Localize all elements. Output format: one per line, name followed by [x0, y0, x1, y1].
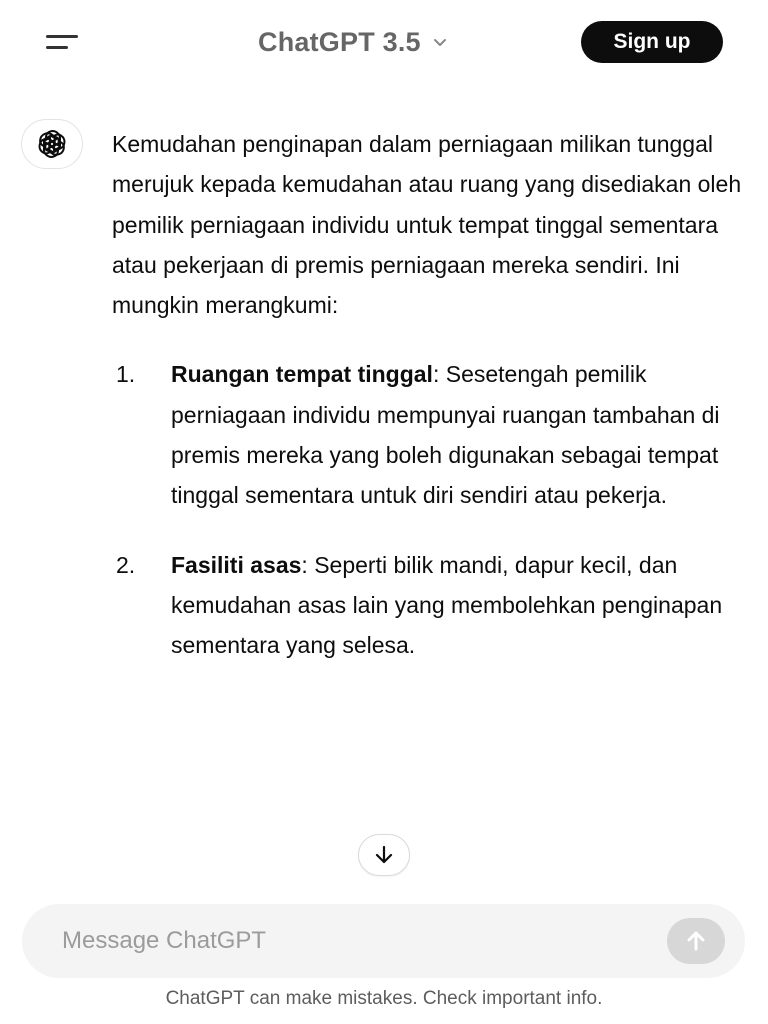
chevron-down-icon [431, 33, 449, 51]
openai-logo-icon [35, 127, 69, 161]
disclaimer-text: ChatGPT can make mistakes. Check important info. [165, 988, 603, 1009]
message-intro: Kemudahan penginapan dalam perniagaan milikan tunggal merujuk kepada kemudahan atau ruang yang disediakan oleh pemilik perniagaan individu untuk tempat tinggal sementara atau pekerjaan di premis perniagaan mereka sendiri. Ini mungkin merangkumi: [112, 131, 742, 319]
message-composer [22, 904, 745, 978]
arrow-down-icon [372, 843, 396, 867]
message-list [112, 354, 752, 665]
list-item-text: : Seperti bilik mandi, dapur kecil, dan kemudahan asas lain yang membolehkan penginapan sementara yang selesa. [171, 551, 723, 659]
scroll-to-bottom-button[interactable] [358, 834, 410, 876]
model-title: ChatGPT 3.5 [258, 26, 421, 57]
assistant-avatar [21, 119, 83, 169]
list-item [112, 354, 752, 515]
list-item-title: Ruangan tempat tinggal [171, 361, 433, 388]
sign-up-button[interactable]: Sign up [581, 21, 723, 63]
list-item-text: : Sesetengah pemilik perniagaan individu mempunyai ruangan tambahan di premis mereka yang boleh digunakan sebagai tempat tinggal sementara untuk diri sendiri atau pekerja. [171, 361, 720, 509]
assistant-message [112, 124, 752, 695]
model-selector[interactable] [258, 22, 449, 62]
list-item-title: Fasiliti asas [171, 551, 302, 578]
hamburger-menu-icon[interactable] [40, 24, 84, 60]
arrow-up-icon [683, 928, 709, 954]
send-button[interactable] [667, 918, 725, 964]
menu-bar-bottom [46, 46, 68, 49]
top-bar [0, 0, 768, 86]
menu-bar-top [46, 35, 78, 38]
list-item [112, 545, 752, 666]
list-item-number: 2. [116, 551, 136, 578]
message-input[interactable] [62, 904, 652, 978]
list-item-number: 1. [116, 361, 136, 388]
